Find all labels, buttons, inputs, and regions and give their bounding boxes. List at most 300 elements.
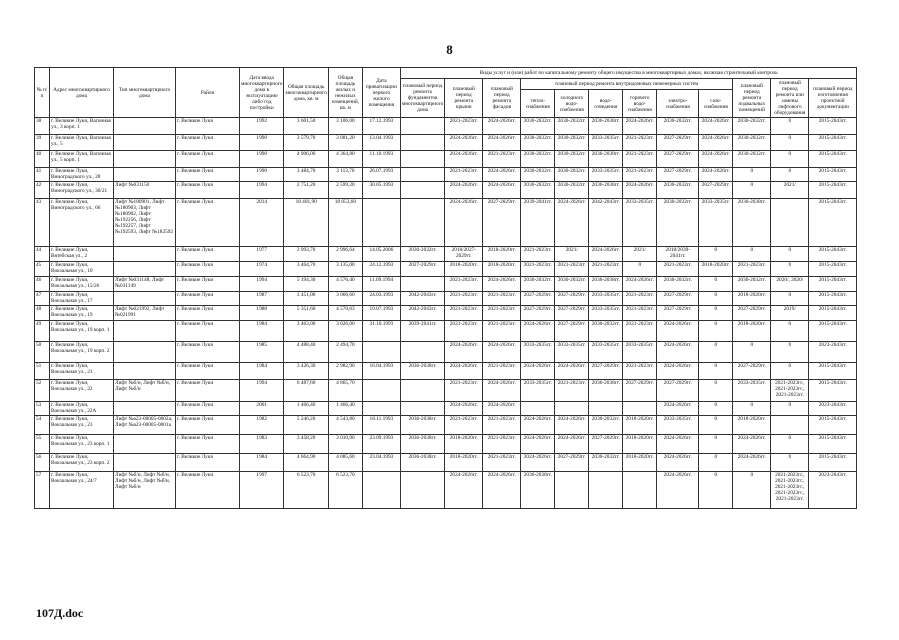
cell-district: г. Великие Луки xyxy=(176,454,240,472)
cell-address: г. Великие Луки, Вокзальная ул., 19 корп. 1 xyxy=(50,321,114,342)
cell-address: г. Великие Луки, Вятебская ул., 2 xyxy=(50,247,114,262)
cell-drainage: 2027-2029гг. xyxy=(589,363,623,380)
cell-living-area: 6 523,70 xyxy=(328,472,362,509)
cell-cold-water xyxy=(555,472,589,509)
cell-num: 51 xyxy=(35,363,50,380)
cell-privatization: 23.09.1993 xyxy=(362,435,400,454)
cell-address: г. Великие Луки, Вокзальная ул., 17 xyxy=(50,292,114,306)
cell-roof: 2021-2023гг. xyxy=(445,277,483,292)
cell-heat: 2036-2038гг. xyxy=(521,472,555,509)
cell-num: 54 xyxy=(35,416,50,435)
header-living-area: Общая площадь жилых и нежилых помещений, кв. м xyxy=(328,68,362,118)
cell-total-area: 3 579,70 xyxy=(284,135,328,151)
cell-cold-water: 2030-2032гг. xyxy=(555,168,589,182)
cell-project-docs: 2015-2043гг. xyxy=(809,435,857,454)
header-cold-water: холодного водо-снабжения xyxy=(555,90,589,118)
cell-roof: 2021-2023гг. xyxy=(445,321,483,342)
cell-project-docs: 2023-2043гг. xyxy=(809,402,857,416)
header-hot-water: горячего водо-снабжения xyxy=(623,90,657,118)
cell-basement: 2024-2026гг. xyxy=(733,454,771,472)
cell-gas: 0 xyxy=(699,435,733,454)
cell-year: 1997 xyxy=(240,472,284,509)
cell-electric: 2021-2023гг. xyxy=(657,262,699,277)
cell-gas: 0 xyxy=(699,321,733,342)
table-row xyxy=(35,380,857,402)
cell-drainage: 2021-2023гг. xyxy=(589,262,623,277)
cell-privatization: 24.12.1993 xyxy=(362,262,400,277)
cell-roof: 2024-2026гг. xyxy=(445,472,483,509)
cell-living-area: 18 053,60 xyxy=(328,199,362,247)
cell-district: г. Великие Луки xyxy=(176,151,240,168)
cell-total-area: 5 246,20 xyxy=(284,416,328,435)
cell-address: г. Великие Луки, Вокзальная ул., 15/26 xyxy=(50,277,114,292)
cell-drainage: 2033-2035гг. xyxy=(589,135,623,151)
cell-basement: 2030-2032гг. xyxy=(733,135,771,151)
cell-electric: 2027-2029гг. xyxy=(657,135,699,151)
cell-year: 2014 xyxy=(240,199,284,247)
cell-total-area: 6 523,70 xyxy=(284,472,328,509)
cell-gas: 2024-2026гг. xyxy=(699,168,733,182)
cell-district: г. Великие Луки xyxy=(176,306,240,321)
cell-foundation xyxy=(400,135,444,151)
table-row xyxy=(35,292,857,306)
cell-district: г. Великие Луки xyxy=(176,435,240,454)
cell-total-area: 4 664,90 xyxy=(284,454,328,472)
cell-address: г. Великие Луки, Вокзальная ул., 21 xyxy=(50,363,114,380)
cell-drainage: 2033-2035гг. xyxy=(589,168,623,182)
cell-cold-water: 2030-2032гг. xyxy=(555,277,589,292)
cell-address: г. Великие Луки, Вокзальная ул., 19 корп. 2 xyxy=(50,342,114,363)
cell-project-docs: 2015-2043гг. xyxy=(809,182,857,199)
cell-hot-water: 2024-2026гг. xyxy=(623,277,657,292)
cell-year: 1990 xyxy=(240,135,284,151)
cell-facade: 2024-2026гг. xyxy=(483,277,521,292)
cell-roof: 2024-2026гг. xyxy=(445,363,483,380)
cell-drainage: 2036-2038гг. xyxy=(589,182,623,199)
cell-hot-water: 2021-2023гг. xyxy=(623,168,657,182)
cell-elevator: 2021/ xyxy=(771,182,809,199)
cell-cold-water: 2024-2026гг. xyxy=(555,363,589,380)
cell-facade: 2021-2023гг. xyxy=(483,454,521,472)
cell-foundation: 2030-2032гг. xyxy=(400,247,444,262)
cell-living-area: 3 113,70 xyxy=(328,168,362,182)
cell-electric: 2030-2032гг. xyxy=(657,118,699,135)
cell-hot-water: 2018-2020гг. xyxy=(623,454,657,472)
cell-basement: 2027-2029гг. xyxy=(733,306,771,321)
cell-total-area: 3 451,00 xyxy=(284,292,328,306)
cell-electric: 2024-2026гг. xyxy=(657,363,699,380)
cell-drainage xyxy=(589,402,623,416)
cell-district: г. Великие Луки xyxy=(176,416,240,435)
cell-heat: 2021-2023гг. xyxy=(521,247,555,262)
table-row xyxy=(35,168,857,182)
cell-elevator: 0 xyxy=(771,321,809,342)
cell-foundation xyxy=(400,277,444,292)
cell-address: г. Великие Луки, Вагонная ул., 5 корп. 1 xyxy=(50,151,114,168)
cell-total-area: 5 351,60 xyxy=(284,306,328,321)
cell-hot-water: 2033-2035гг. xyxy=(623,342,657,363)
cell-roof: 2018-2020гг. xyxy=(445,454,483,472)
table-row xyxy=(35,402,857,416)
cell-elevator: 2019/ xyxy=(771,306,809,321)
cell-electric: 2024-2026гг. xyxy=(657,472,699,509)
cell-total-area: 3 484,70 xyxy=(284,168,328,182)
header-works-group: Виды услуг и (или) работ по капитальному ремонту общего имущества в многоквартирных домах, включая строительный контроль xyxy=(400,68,856,79)
cell-year: 1985 xyxy=(240,342,284,363)
header-heat: тепло-снабжения xyxy=(521,90,555,118)
cell-gas: 0 xyxy=(699,277,733,292)
cell-drainage: 2030-2032гг. xyxy=(589,416,623,435)
cell-drainage xyxy=(589,472,623,509)
cell-basement: 2036-2038гг. xyxy=(733,199,771,247)
cell-project-docs: 2015-2043гг. xyxy=(809,277,857,292)
cell-heat: 2021-2023гг. xyxy=(521,262,555,277)
cell-district: г. Великие Луки xyxy=(176,118,240,135)
cell-project-docs: 2023-2043гг. xyxy=(809,472,857,509)
cell-facade: 2021-2023гг. xyxy=(483,435,521,454)
cell-year: 1988 xyxy=(240,306,284,321)
header-total-area: Общая площадь многоквартирного дома, кв. м xyxy=(284,68,328,118)
cell-privatization: 31.10.1993 xyxy=(362,321,400,342)
cell-district: г. Великие Луки xyxy=(176,472,240,509)
cell-basement: 2018-2020гг. xyxy=(733,292,771,306)
cell-heat xyxy=(521,402,555,416)
cell-type xyxy=(114,363,176,380)
cell-elevator: 0 xyxy=(771,118,809,135)
cell-hot-water: 2021-2023гг. xyxy=(623,321,657,342)
cell-roof: 2021-2023гг. xyxy=(445,416,483,435)
cell-hot-water: 2027-2029гг. xyxy=(623,380,657,402)
cell-roof: 2024-2026гг. xyxy=(445,151,483,168)
cell-hot-water: 2021-2023гг. xyxy=(623,135,657,151)
cell-basement: 2024-2026гг. xyxy=(733,435,771,454)
cell-gas: 0 xyxy=(699,247,733,262)
cell-electric: 2024-2026гг. xyxy=(657,402,699,416)
header-basement: плановый период ремонта подвальных помещений xyxy=(733,79,771,118)
cell-heat: 2030-2032гг. xyxy=(521,118,555,135)
cell-address: г. Великие Луки, Виноградского ул., 28 xyxy=(50,168,114,182)
cell-total-area: 3 464,70 xyxy=(284,262,328,277)
cell-facade: 2021-2023гг. xyxy=(483,416,521,435)
cell-year: 1994 xyxy=(240,182,284,199)
cell-type xyxy=(114,247,176,262)
cell-roof: 2018-2020гг. xyxy=(445,435,483,454)
cell-living-area: 4 865,70 xyxy=(328,380,362,402)
cell-facade: 2021-2023гг. xyxy=(483,363,521,380)
cell-year: 1990 xyxy=(240,151,284,168)
cell-privatization: 16.04.1993 xyxy=(362,363,400,380)
cell-hot-water xyxy=(623,402,657,416)
cell-address: г. Великие Луки, Вокзальная ул., 22А xyxy=(50,402,114,416)
cell-heat: 2030-2032гг. xyxy=(521,182,555,199)
cell-project-docs: 2015-2043гг. xyxy=(809,262,857,277)
cell-foundation: 2036-2038гг. xyxy=(400,363,444,380)
cell-cold-water xyxy=(555,402,589,416)
table-row xyxy=(35,435,857,454)
cell-num: 40 xyxy=(35,151,50,168)
cell-privatization: 11.09.1994 xyxy=(362,277,400,292)
cell-electric: 2024-2026гг. xyxy=(657,342,699,363)
cell-type xyxy=(114,454,176,472)
cell-living-area: 3 010,90 xyxy=(328,435,362,454)
cell-total-area: 4 906,00 xyxy=(284,151,328,168)
cell-total-area: 4 488,40 xyxy=(284,342,328,363)
cell-electric: 2030-2032гг. xyxy=(657,199,699,247)
cell-year: 1982 xyxy=(240,416,284,435)
cell-address: г. Великие Луки, Вокзальная ул., 23 корп. 2 xyxy=(50,454,114,472)
cell-year: 2001 xyxy=(240,402,284,416)
cell-privatization xyxy=(362,199,400,247)
cell-living-area: 2 996,64 xyxy=(328,247,362,262)
cell-district: г. Великие Луки xyxy=(176,363,240,380)
cell-privatization: 26.07.1993 xyxy=(362,168,400,182)
cell-cold-water: 2021-2023гг. xyxy=(555,380,589,402)
cell-roof: 2024-2026гг. xyxy=(445,342,483,363)
cell-num: 45 xyxy=(35,262,50,277)
cell-address: г. Великие Луки, Вокзальная ул., 24/7 xyxy=(50,472,114,509)
cell-type xyxy=(114,135,176,151)
cell-project-docs: 2015-2043гг. xyxy=(809,151,857,168)
cell-cold-water: 2024-2026гг. xyxy=(555,435,589,454)
cell-living-area: 3 081,20 xyxy=(328,135,362,151)
cell-roof: 2021-2023гг. xyxy=(445,380,483,402)
cell-drainage: 2036-2038гг. xyxy=(589,118,623,135)
cell-foundation: 2036-2038гг. xyxy=(400,454,444,472)
cell-district: г. Великие Луки xyxy=(176,182,240,199)
document-filename: 107Д.doc xyxy=(36,606,84,620)
table-row xyxy=(35,199,857,247)
cell-type: Лифт №а23-00005-0002а, Лифт №а23-00005-0001а xyxy=(114,416,176,435)
cell-electric: 2027-2029гг. xyxy=(657,292,699,306)
cell-elevator xyxy=(771,199,809,247)
cell-drainage: 2024-2026гг. xyxy=(589,247,623,262)
cell-foundation xyxy=(400,182,444,199)
header-gas: газо-снабжения xyxy=(699,90,733,118)
header-elevator: плановый период ремонта или замены лифтового оборудования xyxy=(771,79,809,118)
cell-total-area: 1 466,40 xyxy=(284,402,328,416)
cell-type: Лифт №031150 xyxy=(114,182,176,199)
cell-num: 47 xyxy=(35,292,50,306)
cell-hot-water: 2021/ xyxy=(623,247,657,262)
cell-gas: 0 xyxy=(699,380,733,402)
cell-electric: 2030-2032гг. xyxy=(657,277,699,292)
cell-basement: 2030-2032гг. xyxy=(733,151,771,168)
cell-foundation xyxy=(400,151,444,168)
cell-roof: 2024-2026гг. xyxy=(445,182,483,199)
cell-elevator: 0 xyxy=(771,402,809,416)
header-address: Адрес многоквартирного дома xyxy=(50,68,114,118)
cell-project-docs: 2015-2043гг. xyxy=(809,292,857,306)
table-row xyxy=(35,416,857,435)
cell-drainage: 2033-2035гг. xyxy=(589,292,623,306)
cell-year: 1983 xyxy=(240,435,284,454)
cell-living-area: 2 494,70 xyxy=(328,342,362,363)
cell-type: Лифт №180901, Лифт №180903, Лифт №180902, Лифт №192256, Лифт №192257, Лифт №192593, Лифт №182592 xyxy=(114,199,176,247)
cell-heat: 2024-2026гг. xyxy=(521,321,555,342)
cell-type xyxy=(114,151,176,168)
cell-address: г. Великие Луки, Вагонная ул., 5 xyxy=(50,135,114,151)
cell-cold-water: 2027-2029гг. xyxy=(555,306,589,321)
cell-basement: 2018-2020гг. xyxy=(733,321,771,342)
cell-heat: 2024-2026гг. xyxy=(521,363,555,380)
cell-total-area: 6 487,60 xyxy=(284,380,328,402)
cell-elevator: 2021-2023гг., 2021-2023гг., 2021-2023гг., 2021-2023гг., 2021-2023гг. xyxy=(771,472,809,509)
cell-gas: 0 xyxy=(699,342,733,363)
cell-foundation xyxy=(400,342,444,363)
cell-facade: 2024-2026гг. xyxy=(483,168,521,182)
cell-drainage: 2030-2032гг. xyxy=(589,321,623,342)
cell-basement: 2018-2020гг. xyxy=(733,416,771,435)
cell-hot-water: 2024-2026гг. xyxy=(623,182,657,199)
cell-type xyxy=(114,321,176,342)
cell-foundation: 2036-2038гг. xyxy=(400,435,444,454)
cell-privatization: 18.11.1993 xyxy=(362,416,400,435)
cell-district: г. Великие Луки xyxy=(176,247,240,262)
cell-gas: 0 xyxy=(699,363,733,380)
header-privatization: Дата приватизации первого жилого помещения xyxy=(362,68,400,118)
cell-hot-water: 2021-2023гг. xyxy=(623,151,657,168)
cell-year: 1984 xyxy=(240,321,284,342)
cell-type: Лифт №б/н, Лифт №б/н, Лифт №б/н, Лифт №б/н, Лифт №б/н xyxy=(114,472,176,509)
cell-total-area: 3 463,00 xyxy=(284,321,328,342)
cell-num: 39 xyxy=(35,135,50,151)
cell-privatization: 13.04.1993 xyxy=(362,135,400,151)
cell-cold-water: 2021/ xyxy=(555,247,589,262)
cell-num: 48 xyxy=(35,306,50,321)
cell-project-docs: 2015-2043гг. xyxy=(809,363,857,380)
header-year: Дата ввода многоквартирного дома в эксплуатацию либо год постройки xyxy=(240,68,284,118)
cell-cold-water: 2024-2026гг. xyxy=(555,199,589,247)
cell-heat: 2039-2041гг. xyxy=(521,199,555,247)
cell-facade: 2024-2026гг. xyxy=(483,135,521,151)
table-row xyxy=(35,277,857,292)
cell-electric: 2033-2035гг. xyxy=(657,416,699,435)
cell-facade: 2024-2026гг. xyxy=(483,380,521,402)
cell-gas: 0 xyxy=(699,402,733,416)
cell-electric: 2027-2029гг. xyxy=(657,168,699,182)
cell-foundation xyxy=(400,402,444,416)
cell-num: 44 xyxy=(35,247,50,262)
page-number: 8 xyxy=(446,42,453,57)
cell-gas: 0 xyxy=(699,454,733,472)
cell-type xyxy=(114,402,176,416)
cell-foundation: 2039-2041гг. xyxy=(400,321,444,342)
cell-roof: 2018/2027-2029гг. xyxy=(445,247,483,262)
cell-year: 1994 xyxy=(240,380,284,402)
cell-total-area: 3 993,70 xyxy=(284,247,328,262)
cell-basement: 2021-2023гг. xyxy=(733,262,771,277)
cell-living-area: 1 466,40 xyxy=(328,402,362,416)
cell-privatization: 14.05.2006 xyxy=(362,247,400,262)
cell-hot-water: 2021-2023гг. xyxy=(623,306,657,321)
cell-project-docs: 2023-2043гг. xyxy=(809,342,857,363)
cell-project-docs: 2015-2043гг. xyxy=(809,454,857,472)
cell-electric: 2027-2029гг. xyxy=(657,306,699,321)
cell-total-area: 18 401,90 xyxy=(284,199,328,247)
cell-type xyxy=(114,118,176,135)
cell-elevator: 0 xyxy=(771,168,809,182)
cell-drainage: 2033-2035гг. xyxy=(589,306,623,321)
cell-heat: 2033-2035гг. xyxy=(521,380,555,402)
cell-foundation: 2042-2043гг. xyxy=(400,306,444,321)
cell-gas: 2018-2020гг. xyxy=(699,262,733,277)
cell-address: г. Великие Луки, Виноградского ул., 30/21 xyxy=(50,182,114,199)
cell-living-area: 4 570,63 xyxy=(328,306,362,321)
cell-basement: 2030-2032гг. xyxy=(733,118,771,135)
cell-district: г. Великие Луки xyxy=(176,321,240,342)
cell-type: Лифт №021992, Лифт №021991 xyxy=(114,306,176,321)
cell-num: 42 xyxy=(35,182,50,199)
cell-address: г. Великие Луки, Виноградского ул., 66 xyxy=(50,199,114,247)
table-row xyxy=(35,306,857,321)
cell-district: г. Великие Луки xyxy=(176,277,240,292)
cell-roof: 2018-2020гг. xyxy=(445,262,483,277)
cell-project-docs: 2015-2043гг. xyxy=(809,168,857,182)
cell-address: г. Великие Луки, Вокзальная ул., 23 корп. 1 xyxy=(50,435,114,454)
cell-drainage: 2027-2029гг. xyxy=(589,435,623,454)
cell-electric: 2024-2026гг. xyxy=(657,454,699,472)
cell-year: 1987 xyxy=(240,292,284,306)
cell-hot-water: 2018-2020гг. xyxy=(623,435,657,454)
cell-drainage: 2033-2035гг. xyxy=(589,342,623,363)
cell-living-area: 3 106,00 xyxy=(328,118,362,135)
header-num: № п/п xyxy=(35,68,50,118)
cell-privatization xyxy=(362,402,400,416)
table-row xyxy=(35,182,857,199)
cell-num: 41 xyxy=(35,168,50,182)
cell-foundation xyxy=(400,199,444,247)
cell-num: 50 xyxy=(35,342,50,363)
cell-hot-water: 0 xyxy=(623,262,657,277)
cell-basement: 0 xyxy=(733,402,771,416)
cell-gas: 0 xyxy=(699,472,733,509)
cell-electric: 2018/2039-2041гг. xyxy=(657,247,699,262)
cell-cold-water: 2033-2035гг. xyxy=(555,342,589,363)
cell-district: г. Великие Луки xyxy=(176,380,240,402)
table-row xyxy=(35,262,857,277)
cell-basement: 0 xyxy=(733,182,771,199)
cell-basement: 2027-2029гг. xyxy=(733,363,771,380)
cell-foundation xyxy=(400,118,444,135)
table-row xyxy=(35,118,857,135)
cell-project-docs: 2015-2043гг. xyxy=(809,321,857,342)
cell-year: 1984 xyxy=(240,363,284,380)
cell-privatization: 23.04.1993 xyxy=(362,454,400,472)
cell-cold-water: 2021-2023гг. xyxy=(555,262,589,277)
cell-total-area: 2 751,20 xyxy=(284,182,328,199)
cell-gas: 0 xyxy=(699,416,733,435)
cell-facade: 2024-2026гг. xyxy=(483,118,521,135)
cell-drainage: 2030-2032гг. xyxy=(589,454,623,472)
cell-num: 38 xyxy=(35,118,50,135)
cell-hot-water: 2021-2023гг. xyxy=(623,292,657,306)
cell-roof: 2021-2023гг. xyxy=(445,118,483,135)
cell-type xyxy=(114,262,176,277)
cell-facade: 2024-2026гг. xyxy=(483,182,521,199)
cell-elevator: 0 xyxy=(771,151,809,168)
cell-heat: 2027-2029гг. xyxy=(521,306,555,321)
cell-roof: 2021-2023гг. xyxy=(445,292,483,306)
cell-cold-water: 2027-2029гг. xyxy=(555,454,589,472)
cell-basement: 0 xyxy=(733,168,771,182)
header-electric: электро-снабжения xyxy=(657,90,699,118)
cell-gas: 0 xyxy=(699,306,733,321)
table-row xyxy=(35,135,857,151)
cell-heat: 2030-2032гг. xyxy=(521,168,555,182)
cell-elevator: 2021-2023гг., 2021-2023гг., 2021-2023гг. xyxy=(771,380,809,402)
cell-total-area: 3 426,30 xyxy=(284,363,328,380)
cell-basement: 0 xyxy=(733,472,771,509)
